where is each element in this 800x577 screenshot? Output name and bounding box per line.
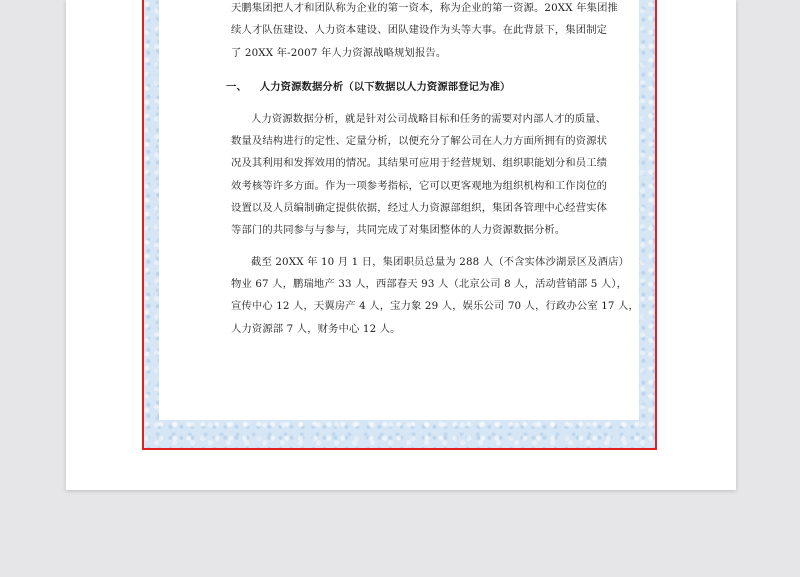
paragraph-spacer bbox=[231, 242, 609, 251]
paragraph-line: 效考核等许多方面。作为一项参考指标，它可以更客观地为组织机构和工作岗位的 bbox=[231, 179, 608, 192]
paragraph-line: 设置以及人员编制确定提供依据，经过人力资源部组织，集团各管理中心经营实体 bbox=[231, 202, 608, 215]
page-body bbox=[159, 0, 639, 420]
intro-line: 续人才队伍建设、人力资本建设、团队建设作为头等大事。在此背景下，集团制定 bbox=[231, 24, 608, 37]
paragraph-line: 人力资源数据分析，就是针对公司战略目标和任务的需要对内部人才的质量、 bbox=[251, 112, 607, 125]
section-heading bbox=[226, 76, 609, 98]
section-title: 人力资源数据分析（以下数据以人力资源部登记为准） bbox=[259, 80, 511, 93]
paragraph-line: 物业 67 人，鹏瑞地产 33 人，西部春天 93 人（北京公司 8 人，活动营销部 5 人）， bbox=[231, 277, 628, 290]
section-number: 一、 bbox=[226, 80, 247, 93]
intro-line: 了 20XX 年-2007 年人力资源战略规划报告。 bbox=[231, 46, 447, 59]
paragraph-line: 人力资源部 7 人，财务中心 12 人。 bbox=[231, 322, 401, 335]
decorative-frame bbox=[142, 0, 657, 450]
paragraph-line: 等部门的共同参与与参与，共同完成了对集团整体的人力资源数据分析。 bbox=[231, 224, 566, 237]
document-content bbox=[226, 0, 639, 340]
intro-line: 天鹏集团把人才和团队称为企业的第一资本，称为企业的第一资源。20XX 年集团推 bbox=[231, 2, 618, 14]
paragraph-line: 数量及结构进行的定性、定量分析，以便充分了解公司在人力方面所拥有的资源状 bbox=[231, 135, 608, 148]
paragraph-line: 宣传中心 12 人，天翼房产 4 人，宝力象 29 人，娱乐公司 70 人，行政办公室 17 人， bbox=[231, 300, 639, 313]
paragraph-line: 截至 20XX 年 10 月 1 日，集团职员总量为 288 人（不含实体沙湖景区及酒店） bbox=[251, 255, 630, 268]
paragraph-line: 况及其利用和发挥效用的情况。其结果可应用于经营规划、组织职能划分和员工绩 bbox=[231, 157, 608, 170]
